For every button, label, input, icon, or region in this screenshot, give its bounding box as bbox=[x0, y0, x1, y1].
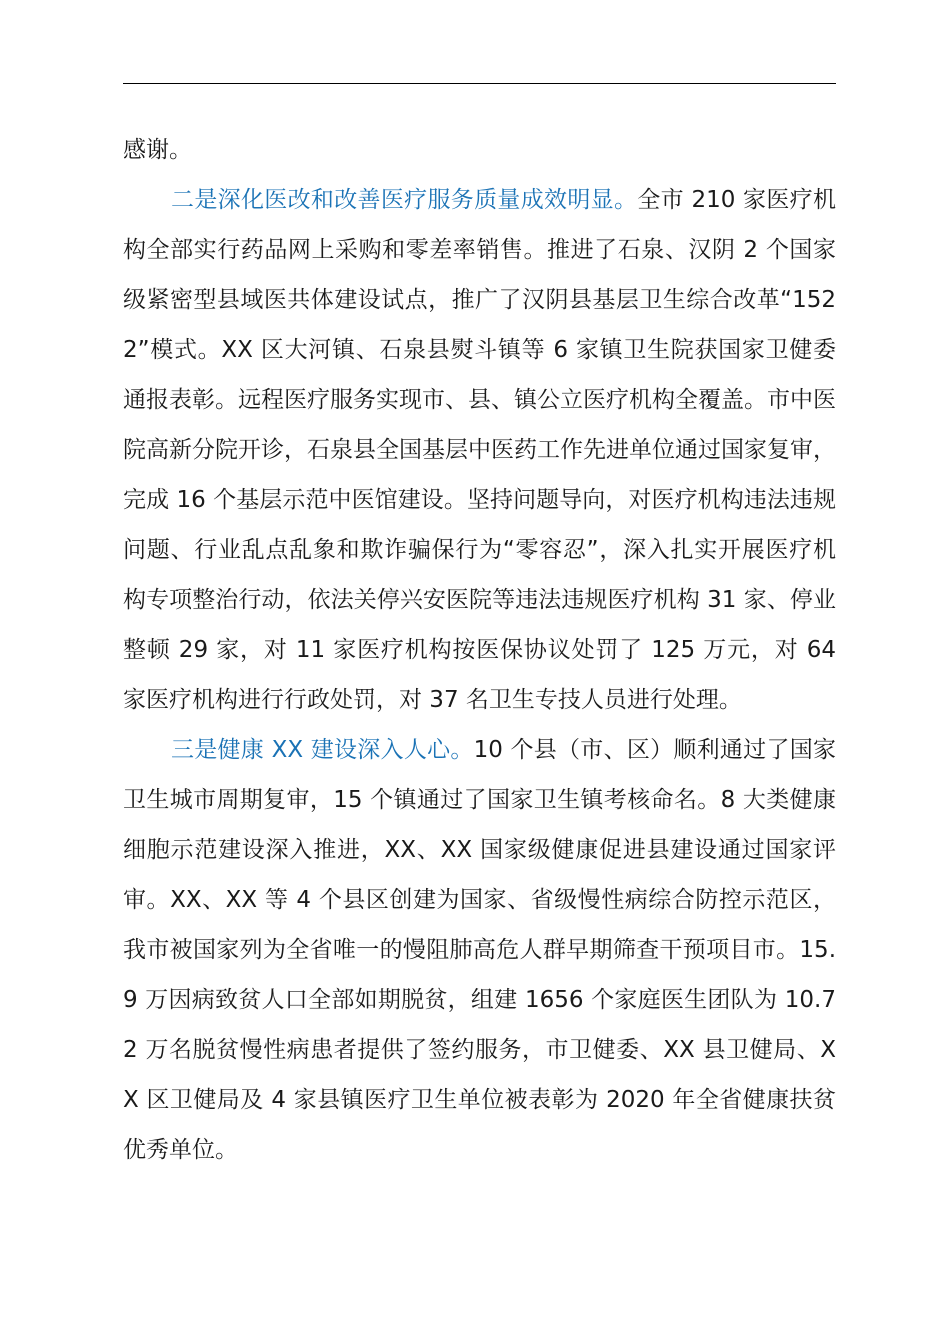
paragraph-lead: 三是健康 XX 建设深入人心。 bbox=[171, 737, 474, 763]
paragraph-medical-reform bbox=[123, 175, 836, 725]
paragraph-lead: 二是深化医改和改善医疗服务质量成效明显。 bbox=[171, 187, 638, 213]
paragraph-healthy-city bbox=[123, 725, 836, 1175]
paragraph-text: 感谢。 bbox=[123, 137, 192, 163]
paragraph-text: 10 个县（市、区）顺利通过了国家卫生城市周期复审，15 个镇通过了国家卫生镇考核命名。8 大类健康细胞示范建设深入推进，XX、XX 国家级健康促进县建设通过国家评审。XX、XX 等 4 个县区创建为国家、省级慢性病综合防控示范区，我市被国家列为全省唯一的慢阻肺高危人群早期筛查干预项目市。15.9 万因病致贫人口全部如期脱贫，组建 1656 个家庭医生团队为 10.72 万名脱贫慢性病患者提供了签约服务，市卫健委、XX 县卫健局、XX 区卫健局及 4 家县镇医疗卫生单位被表彰为 2020 年全省健康扶贫优秀单位。 bbox=[123, 737, 836, 1163]
paragraph-continuation bbox=[123, 125, 836, 175]
document-body bbox=[123, 125, 836, 1175]
header-rule bbox=[123, 83, 836, 84]
paragraph-text: 全市 210 家医疗机构全部实行药品网上采购和零差率销售。推进了石泉、汉阴 2 个国家级紧密型县域医共体建设试点，推广了汉阴县基层卫生综合改革“1522”模式。XX 区大河镇、石泉县熨斗镇等 6 家镇卫生院获国家卫健委通报表彰。远程医疗服务实现市、县、镇公立医疗机构全覆盖。市中医院高新分院开诊，石泉县全国基层中医药工作先进单位通过国家复审，完成 16 个基层示范中医馆建设。坚持问题导向，对医疗机构违法违规问题、行业乱点乱象和欺诈骗保行为“零容忍”，深入扎实开展医疗机构专项整治行动，依法关停兴安医院等违法违规医疗机构 31 家、停业整顿 29 家，对 11 家医疗机构按医保协议处罚了 125 万元，对 64 家医疗机构进行行政处罚，对 37 名卫生专技人员进行处理。 bbox=[123, 187, 836, 713]
